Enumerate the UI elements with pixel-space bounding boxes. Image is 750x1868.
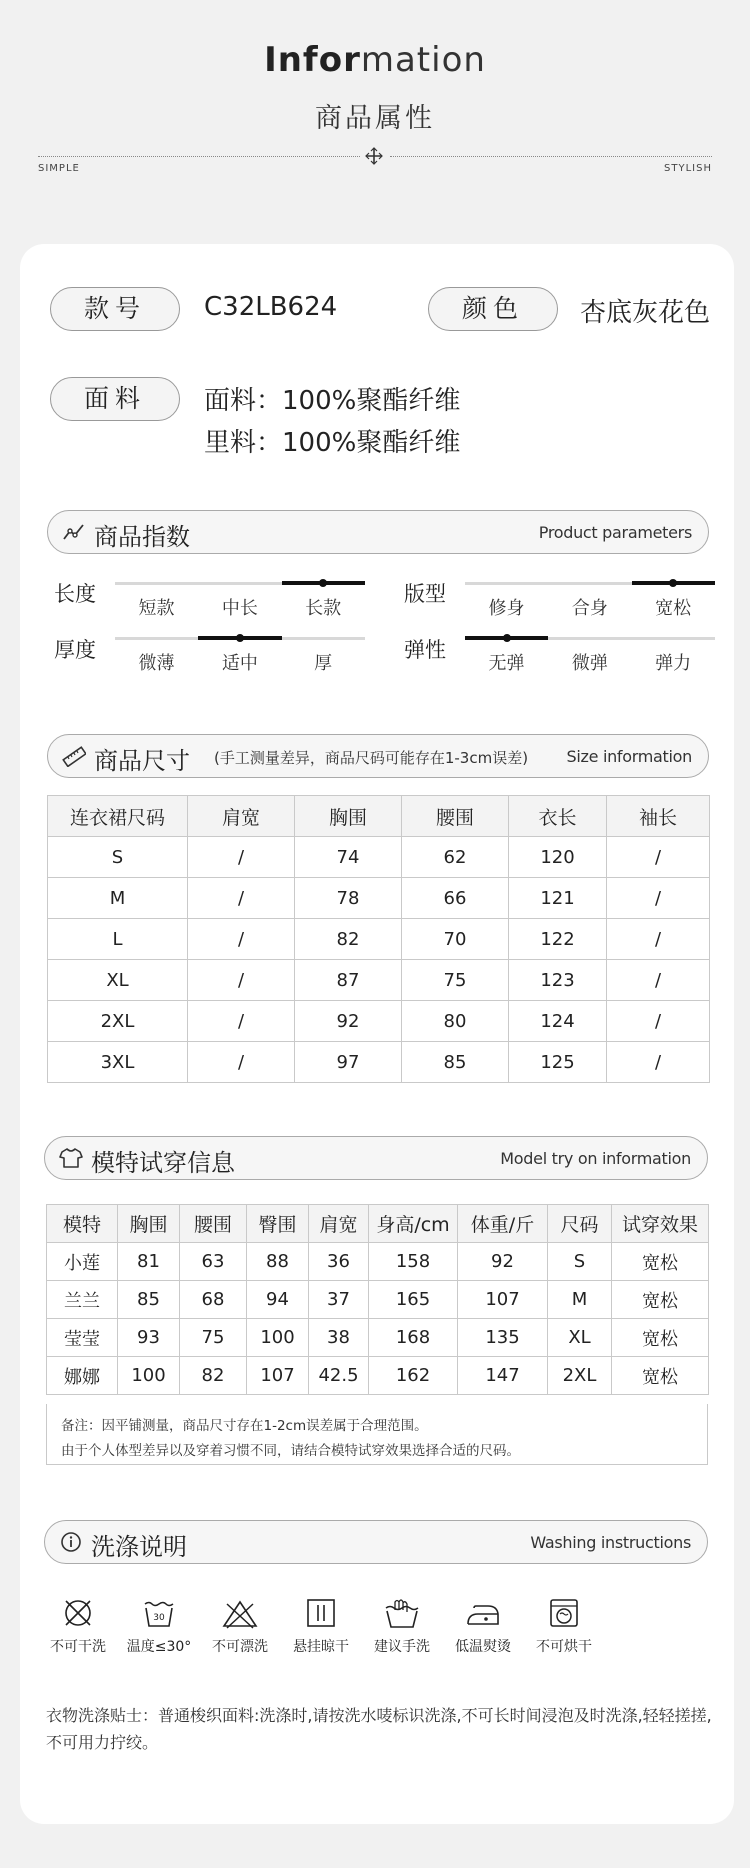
scale-option: 微弹 (571, 653, 608, 674)
svg-text:30: 30 (153, 1613, 165, 1623)
table-cell: 121 (509, 878, 607, 919)
table-cell: 94 (247, 1281, 309, 1319)
hang-dry-icon (304, 1596, 338, 1630)
table-cell: 37 (309, 1281, 369, 1319)
table-header-row (47, 1205, 709, 1243)
table-cell: 兰兰 (47, 1281, 118, 1319)
table-header-row (48, 796, 710, 837)
table-header-cell: 连衣裙尺码 (48, 796, 188, 837)
table-row (47, 1319, 709, 1357)
table-cell: 92 (295, 1001, 402, 1042)
washing-instructions-header (44, 1520, 708, 1564)
table-cell: / (607, 919, 710, 960)
table-header-cell: 臀围 (247, 1205, 309, 1243)
table-header-cell: 胸围 (295, 796, 402, 837)
table-cell: 97 (295, 1042, 402, 1083)
table-cell: 66 (402, 878, 509, 919)
table-cell: XL (548, 1319, 612, 1357)
table-cell: L (48, 919, 188, 960)
table-cell: 100 (247, 1319, 309, 1357)
table-cell: 42.5 (309, 1357, 369, 1395)
table-cell: 100 (118, 1357, 180, 1395)
t-shirt-icon (59, 1147, 83, 1169)
simple-word: SIMPLE (38, 163, 80, 174)
product-parameters-title: 商品指数 (94, 523, 190, 551)
scale-option: 弹力 (655, 653, 692, 674)
divider-left (38, 156, 360, 157)
scale-marker (236, 634, 244, 642)
size-information-note: (手工测量差异，商品尺码可能存在1-3cm误差) (214, 749, 529, 767)
fabric-label: 面料 (50, 377, 180, 421)
table-cell: 82 (180, 1357, 247, 1395)
table-cell: 78 (295, 878, 402, 919)
table-header-cell: 胸围 (118, 1205, 180, 1243)
product-attributes-title: 商品属性 (315, 103, 435, 134)
table-header-cell: 衣长 (509, 796, 607, 837)
table-cell: 娜娜 (47, 1357, 118, 1395)
model-try-on-en: Model try on information (500, 1149, 691, 1168)
table-cell: 122 (509, 919, 607, 960)
table-header-cell: 肩宽 (188, 796, 295, 837)
table-row (48, 919, 710, 960)
scale-option: 修身 (488, 598, 525, 619)
table-cell: 107 (247, 1357, 309, 1395)
model-remark (46, 1404, 708, 1465)
style-no-value: C32LB624 (204, 292, 338, 322)
table-header-cell: 试穿效果 (612, 1205, 709, 1243)
table-cell: / (607, 878, 710, 919)
table-header-cell: 尺码 (548, 1205, 612, 1243)
table-cell: 宽松 (612, 1319, 709, 1357)
scale-option: 合身 (571, 598, 608, 619)
table-cell: 80 (402, 1001, 509, 1042)
table-cell: 125 (509, 1042, 607, 1083)
info-card (20, 244, 734, 1824)
table-cell: M (48, 878, 188, 919)
scale-marker (669, 579, 677, 587)
table-cell: 63 (180, 1243, 247, 1281)
table-cell: 107 (458, 1281, 548, 1319)
table-header-cell: 腰围 (402, 796, 509, 837)
table-cell: / (188, 1001, 295, 1042)
table-cell: 123 (509, 960, 607, 1001)
table-row (47, 1243, 709, 1281)
table-cell: 38 (309, 1319, 369, 1357)
color-value: 杏底灰花色 (580, 298, 711, 328)
wash-item-hand-wash (358, 1596, 446, 1656)
table-cell: 宽松 (612, 1281, 709, 1319)
table-cell: 82 (295, 919, 402, 960)
size-information-header (47, 734, 709, 778)
table-cell: 小莲 (47, 1243, 118, 1281)
scale-marker (319, 579, 327, 587)
table-cell: 165 (369, 1281, 458, 1319)
table-cell: / (188, 960, 295, 1001)
table-cell: 2XL (548, 1357, 612, 1395)
table-cell: 36 (309, 1243, 369, 1281)
table-header-cell: 腰围 (180, 1205, 247, 1243)
table-cell: / (188, 837, 295, 878)
table-row (47, 1357, 709, 1395)
scale-marker (503, 634, 511, 642)
wash-item-no-dry-clean (34, 1596, 122, 1656)
remark-line-1: 备注：因平铺测量，商品尺寸存在1-2cm误差属于合理范围。 (61, 1418, 428, 1434)
table-cell: 75 (402, 960, 509, 1001)
table-cell: 81 (118, 1243, 180, 1281)
table-cell: / (188, 919, 295, 960)
fabric-outer: 面料：100%聚酯纤维 (204, 386, 461, 416)
washing-instructions-title: 洗涤说明 (91, 1533, 187, 1561)
scale-option: 无弹 (488, 653, 525, 674)
model-try-on-header (44, 1136, 708, 1180)
table-cell: S (548, 1243, 612, 1281)
wash-label: 不可干洗 (50, 1639, 106, 1655)
length-label: 长度 (54, 582, 96, 606)
model-table (46, 1204, 709, 1395)
table-cell: 92 (458, 1243, 548, 1281)
elasticity-scale (465, 637, 715, 677)
thickness-label: 厚度 (54, 638, 96, 662)
table-header-cell: 袖长 (607, 796, 710, 837)
table-row (47, 1281, 709, 1319)
table-header-cell: 肩宽 (309, 1205, 369, 1243)
washing-instructions-en: Washing instructions (530, 1533, 691, 1552)
wash-item-no-bleach (196, 1596, 284, 1656)
wash-label: 不可漂洗 (212, 1639, 268, 1655)
table-cell: 宽松 (612, 1243, 709, 1281)
table-cell: M (548, 1281, 612, 1319)
table-cell: / (607, 1042, 710, 1083)
table-cell: 168 (369, 1319, 458, 1357)
table-cell: 88 (247, 1243, 309, 1281)
model-try-on-title: 模特试穿信息 (91, 1149, 235, 1177)
table-cell: / (607, 960, 710, 1001)
wash-label: 悬挂晾干 (293, 1639, 349, 1655)
table-row (48, 1042, 710, 1083)
no-bleach-icon (221, 1596, 259, 1630)
wash-item-hang-dry (277, 1596, 365, 1656)
table-cell: 75 (180, 1319, 247, 1357)
elasticity-label: 弹性 (404, 638, 446, 662)
table-cell: 147 (458, 1357, 548, 1395)
information-title: Information (264, 40, 486, 80)
trend-line-icon (62, 521, 86, 543)
table-cell: 68 (180, 1281, 247, 1319)
thickness-scale (115, 637, 365, 677)
low-iron-icon (464, 1596, 502, 1630)
color-label: 颜色 (428, 287, 558, 331)
wash-label: 低温熨烫 (455, 1639, 511, 1655)
scale-option: 适中 (221, 653, 258, 674)
no-dry-clean-icon (61, 1596, 95, 1630)
table-cell: 74 (295, 837, 402, 878)
fit-scale (465, 582, 715, 622)
table-cell: 宽松 (612, 1357, 709, 1395)
table-row (48, 1001, 710, 1042)
wash-label: 温度≤30° (126, 1639, 192, 1655)
ruler-icon (62, 745, 86, 767)
scale-option: 微薄 (138, 653, 175, 674)
wash-30-icon (142, 1596, 176, 1630)
table-cell: 2XL (48, 1001, 188, 1042)
table-cell: / (188, 878, 295, 919)
table-cell: / (607, 837, 710, 878)
table-cell: 62 (402, 837, 509, 878)
length-scale (115, 582, 365, 622)
wash-item-no-tumble-dry (520, 1596, 608, 1656)
table-cell: 124 (509, 1001, 607, 1042)
size-information-title: 商品尺寸 (94, 747, 190, 775)
table-cell: / (607, 1001, 710, 1042)
scale-option: 中长 (221, 598, 258, 619)
scale-option: 厚 (314, 653, 333, 674)
size-information-en: Size information (566, 747, 692, 766)
product-parameters-header (47, 510, 709, 554)
washing-tips: 衣物洗涤贴士：普通梭织面料:洗涤时,请按洗水唛标识洗涤,不可长时间浸泡及时洗涤,轻轻搓搓,不可用力拧绞。 (46, 1706, 712, 1752)
scale-option: 短款 (138, 598, 175, 619)
table-cell: 162 (369, 1357, 458, 1395)
info-icon (59, 1531, 83, 1553)
table-header-cell: 模特 (47, 1205, 118, 1243)
fit-label: 版型 (404, 582, 446, 606)
table-cell: XL (48, 960, 188, 1001)
table-cell: 莹莹 (47, 1319, 118, 1357)
table-cell: 87 (295, 960, 402, 1001)
hand-wash-icon (383, 1596, 421, 1630)
table-cell: 93 (118, 1319, 180, 1357)
table-cell: / (188, 1042, 295, 1083)
table-cell: 85 (118, 1281, 180, 1319)
table-cell: 70 (402, 919, 509, 960)
table-row (48, 837, 710, 878)
divider-right (390, 156, 712, 157)
scale-option: 宽松 (655, 598, 692, 619)
wash-item-temp-30 (115, 1596, 203, 1656)
table-header-cell: 身高/cm (369, 1205, 458, 1243)
wash-item-low-iron (439, 1596, 527, 1656)
remark-line-2: 由于个人体型差异以及穿着习惯不同，请结合模特试穿效果选择合适的尺码。 (61, 1443, 520, 1459)
page-header (0, 0, 750, 240)
table-cell: 85 (402, 1042, 509, 1083)
table-cell: 135 (458, 1319, 548, 1357)
table-cell: 120 (509, 837, 607, 878)
table-header-cell: 体重/斤 (458, 1205, 548, 1243)
stylish-word: STYLISH (664, 163, 712, 174)
table-cell: 158 (369, 1243, 458, 1281)
style-no-label: 款号 (50, 287, 180, 331)
wash-label: 建议手洗 (374, 1639, 430, 1655)
no-tumble-dry-icon (547, 1596, 581, 1630)
wash-label: 不可烘干 (536, 1639, 592, 1655)
fabric-lining: 里料：100%聚酯纤维 (204, 428, 461, 458)
table-cell: 3XL (48, 1042, 188, 1083)
size-table (47, 795, 710, 1083)
product-parameters-en: Product parameters (538, 523, 692, 542)
scale-option: 长款 (305, 598, 342, 619)
cross-ornament-icon (364, 146, 384, 166)
table-row (48, 960, 710, 1001)
table-row (48, 878, 710, 919)
table-cell: S (48, 837, 188, 878)
